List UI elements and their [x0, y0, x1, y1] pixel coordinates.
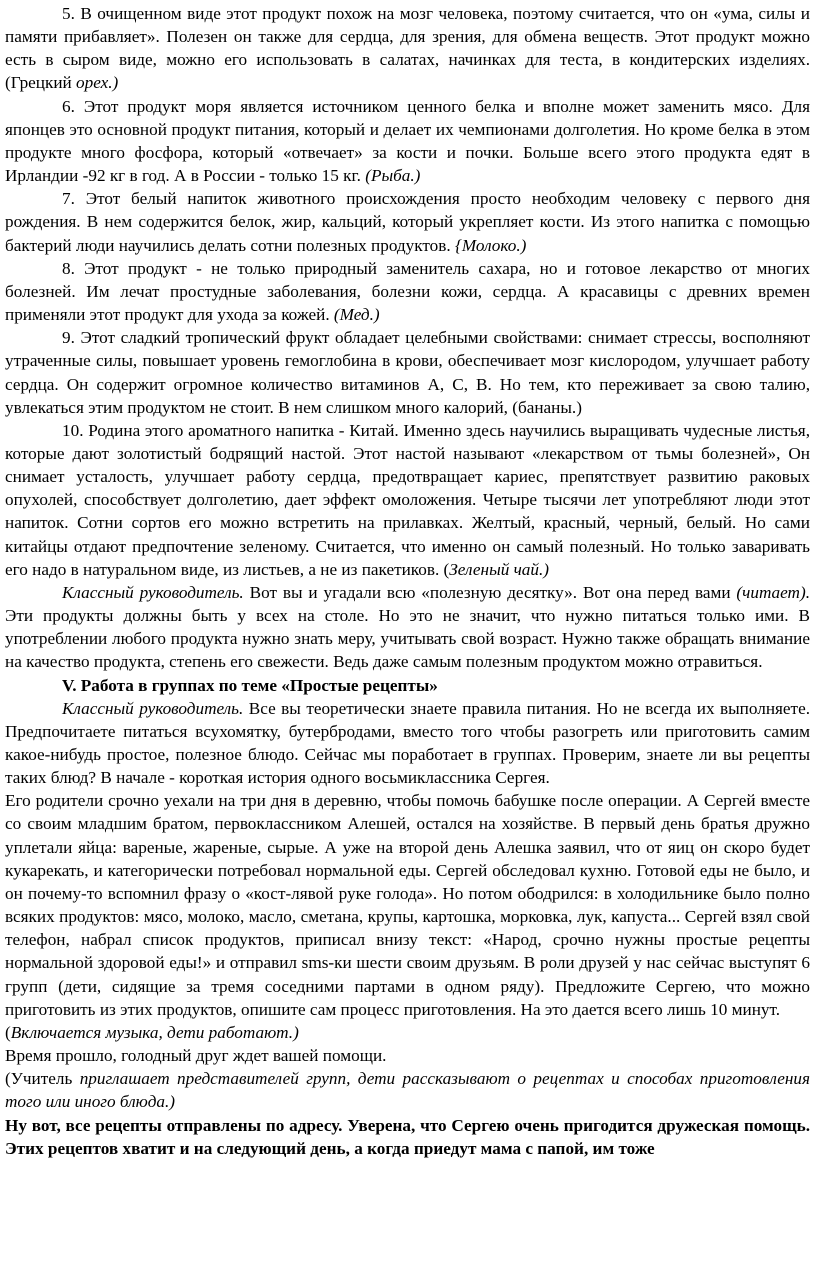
riddle-5-answer: орех.) — [76, 73, 119, 93]
invite-prefix: (Учитель — [5, 1069, 80, 1089]
riddle-8-text: 8. Этот продукт - не только природный заменитель сахара, но и готовое лекарство от многих болезней. Им лечат простудные заболевания, болезни кожи, сердца. А красавицы с древних времен применяли этот продукт для ухода за кожей. — [5, 258, 810, 325]
riddle-10-answer: Зеленый чай.) — [449, 559, 550, 579]
riddle-6-answer: (Рыба.) — [365, 166, 421, 186]
riddle-7 — [5, 187, 810, 256]
paren: ( — [5, 1022, 11, 1042]
speaker-label: Классный руководитель. — [62, 698, 244, 718]
riddle-6-text: 6. Этот продукт моря является источником ценного белка и вполне может заменить мясо. Для японцев это основной продукт питания, который и делает их чемпионами долголетия. Но кроме белка в этом продукте много фосфора, который «отвечает» за кости и почки. Больше всего этого продукта едят в Ирландии -92 кг в год. А в России - только 15 кг. — [5, 96, 810, 186]
riddle-7-answer: {Молоко.) — [454, 235, 527, 255]
riddle-6 — [5, 95, 810, 188]
riddle-9 — [5, 326, 810, 419]
teacher-remark-1 — [5, 581, 810, 674]
riddle-9-text: 9. Этот сладкий тропический фрукт обладает целебными свойствами: снимает стрессы, восполняют утраченные силы, повышает уровень гемоглобина в крови, обеспечивает мозг кислородом, улучшает работу сердца. Он содержит огромное количество витаминов А, С, В. Но тем, кто переживает за свою талию, увлекаться этим продуктом не стоит. В нем слишком много калорий, (бананы.) — [5, 328, 810, 417]
section-heading: V. Работа в группах по теме «Простые рецепты» — [62, 675, 438, 695]
invite-direction — [5, 1067, 810, 1113]
music-direction — [5, 1021, 810, 1044]
riddle-8-answer: (Мед.) — [333, 305, 380, 325]
time-passed: Время прошло, голодный друг ждет вашей помощи. — [5, 1046, 387, 1066]
invite-direction-text: приглашает представителей групп, дети рассказывают о рецептах и способах приготовления того или иного блюда.) — [5, 1069, 810, 1112]
riddle-10-text: 10. Родина этого ароматного напитка - Китай. Именно здесь научились выращивать чудесные листья, которые дают золотистый бодрящий настой. Этот настой называют «лекарством от тьмы болезней», Он снимает усталость, улучшает работу сердца, предотвращает кариес, препятствует развитию раковых опухолей, способствует долголетию, дает эффект омоложения. Четыре тысячи лет употребляют люди этот напиток. Сотни сортов его можно встретить на прилавках. Желтый, красный, черный, белый. Но сами китайцы отдают предпочтение зеленому. Считается, что именно он самый полезный. Но только заваривать его надо в натуральном виде, из листьев, а не из пакетиков. ( — [5, 420, 810, 579]
teacher-remark-1-text-cont: Эти продукты должны быть у всех на столе. Но это не значит, что нужно питаться только ими. В употреблении любого продукта нужно знать меру, учитывать свой возраст. Нужно также обращать внимание на качество продукта, степень его свежести. Ведь даже самым полезным продуктом можно отравиться. — [5, 606, 810, 672]
riddle-8 — [5, 257, 810, 326]
closing-paragraph: Ну вот, все рецепты отправлены по адресу. Уверена, что Сергею очень пригодится дружеская помощь. Этих рецептов хватит и на следующий день, а когда приедут мама с папой, им тоже — [5, 1115, 810, 1158]
stage-direction: (читает). — [736, 582, 810, 602]
teacher-remark-2 — [5, 697, 810, 790]
riddle-5 — [5, 2, 810, 95]
riddle-5-text: 5. В очищенном виде этот продукт похож на мозг человека, поэтому считается, что он «ума, силы и памяти прибавляет». Полезен он также для сердца, для зрения, для обмена веществ. Этот продукт можно есть в сыром виде, можно его использовать в салатах, начинках для теста, в кондитерских изделиях. (Грецкий — [5, 4, 810, 93]
music-direction-text: Включается музыка, дети работают.) — [10, 1022, 299, 1042]
riddle-10 — [5, 419, 810, 581]
riddle-7-text: 7. Этот белый напиток животного происхождения просто необходим человеку с первого дня рождения. В нем содержится белок, жир, кальций, который укрепляет кости. Из этого напитка с помощью бактерий люди научились делать сотни полезных продуктов. — [5, 189, 810, 255]
story-paragraph: Его родители срочно уехали на три дня в деревню, чтобы помочь бабушке после операции. А Сергей вместе со своим младшим братом, первоклассником Алешей, остался на хозяйстве. В первый день братья дружно уплетали яйца: вареные, жареные, сырые. А уже на второй день Алешка заявил, что от яиц он скоро будет кукарекать, и категорически потребовал нормальной еды. Сергей обследовал кухню. Готовой еды не было, и он почему-то вспомнил фразу о «кост-лявой руке голода». Но потом ободрился: в холодильнике было полно всяких продуктов: мясо, молоко, масло, сметана, крупы, картошка, морковка, лук, капуста... Сергей взял свой телефон, набрал список продуктов, приписал внизу текст: «Народ, срочно нужны простые рецепты нормальной здоровой еды!» и отправил sms-ки шести своим друзьям. В роли друзей у нас сейчас выступят 6 групп (дети, сидящие за тремя соседними партами в одном ряду). Предложите Сергею, что можно приготовить из этих продуктов, опишите сам процесс приготовления. На это дается всего лишь 10 минут. — [5, 791, 810, 1019]
teacher-remark-1-text: Вот вы и угадали всю «полезную десятку». Вот она перед вами — [243, 582, 737, 602]
speaker-label: Классный руководитель. — [62, 582, 244, 602]
teacher-remark-2-text: Все вы теоретически знаете правила питания. Но не всегда их выполняете. Предпочитаете питаться всухомятку, бутербродами, вместо того чтобы разогреть или приготовить самим какое-нибудь простое, полезное блюдо. Сейчас мы поработает в группах. Проверим, знаете ли вы рецепты таких блюд? В начале - короткая история одного восьмиклассника Сергея. — [5, 698, 810, 788]
